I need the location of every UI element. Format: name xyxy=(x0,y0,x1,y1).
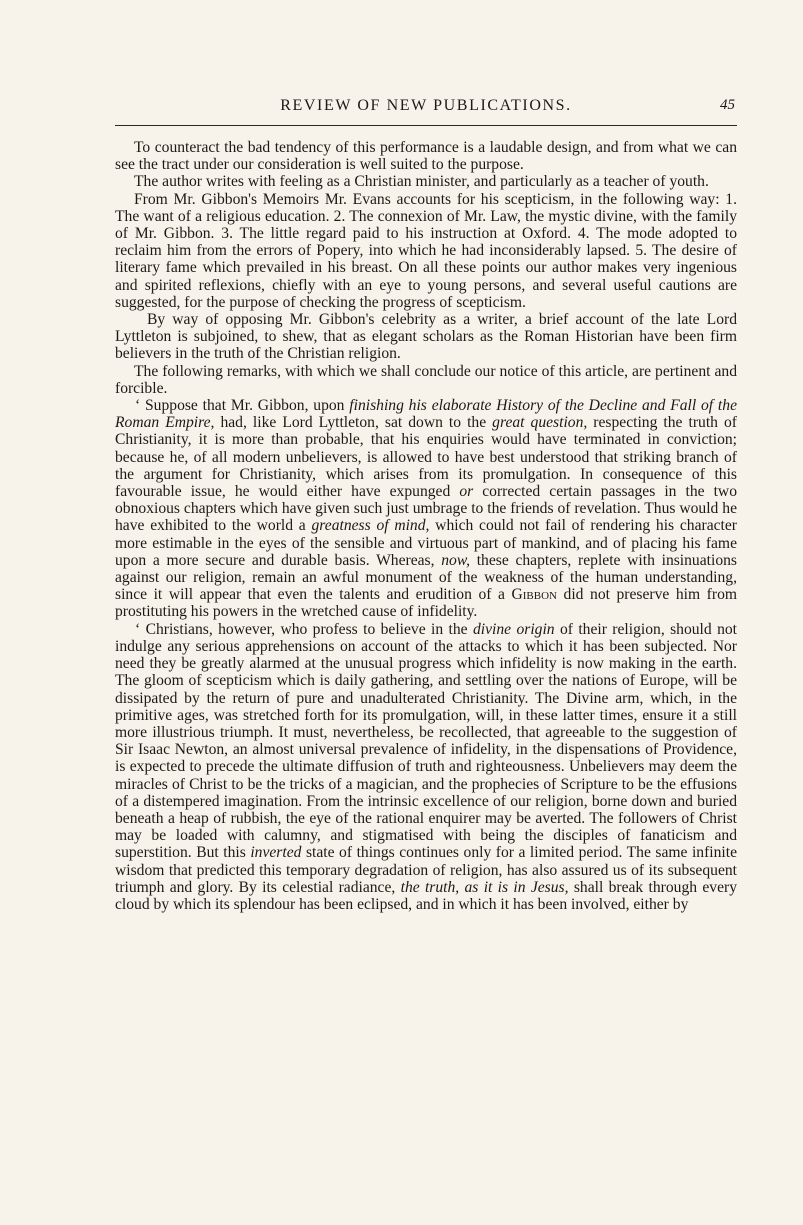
running-head-title: REVIEW OF NEW PUBLICATIONS. xyxy=(280,97,572,114)
paragraph-3: From Mr. Gibbon's Memoirs Mr. Evans accounts for his scepticism, in the following way: 1. The want of a religious education. 2. The connexion of Mr. Law, the mystic divine, with the family of Mr. Gibbon. 3. The little regard paid to his instruction at Oxford. 4. The mode adopted to reclaim him from the errors of Popery, into which he had inconsiderably lapsed. 5. The desire of literary fame which prevailed in his breast. On all these points our author makes very ingenious and spirited reflexions, chiefly with an eye to young persons, and several useful cautions are suggested, for the purpose of checking the progress of scepticism. xyxy=(115,190,737,311)
paragraph-2: The author writes with feeling as a Christian minister, and particularly as a teacher of youth. xyxy=(134,173,709,191)
quote-text: of their religion, should not indulge any serious apprehensions on account of the attacks to which it has been subjected. Nor need they be greatly alarmed at the unusual progress which infidelity is now making in the earth. The gloom of scepticism which is daily gathering, and settling over the nations of Europe, will be dissipated by the return of pure and unadulterated Christianity. The Divine arm, which, in the primitive ages, was stretched forth for its promulgation, will, in these latter times, ensure it a still more illustrious triumph. It must, nevertheless, be recollected, that agreeable to the suggestion of Sir Isaac Newton, an almost universal prevalence of infidelity, in the dispensations of Providence, is expected to precede the ultimate diffusion of truth and righteousness. Unbelievers may deem the miracles of Christ to be the tricks of a magician, and the prophecies of Scripture to be the effusions of a distempered imagination. From the intrinsic excellence of our religion, borne down and buried beneath a heap of rubbish, the eye of the rational enquirer may be averted. The followers of Christ may be loaded with calumny, and stigmatised with being the disciples of fanaticism and superstition. But this xyxy=(115,620,737,862)
emphasis: greatness of mind, xyxy=(311,517,430,535)
paragraph-1: To counteract the bad tendency of this performance is a laudable design, and from what we can see the tract under our consideration is well suited to the purpose. xyxy=(115,139,737,174)
header-rule xyxy=(115,125,737,126)
book-title: finishing his elaborate History of the Decline and Fall of the Roman Empire, xyxy=(115,397,737,432)
emphasis: the truth, as it is in Jesus, xyxy=(400,878,569,896)
quote-text: corrected certain passages in the two obnoxious chapters which have given such just umbrage to the friends of revelation. Thus would he have exhibited to the world a xyxy=(115,483,737,535)
running-head xyxy=(115,97,737,123)
article-body xyxy=(115,139,737,913)
quotation-1 xyxy=(115,397,737,621)
emphasis: inverted xyxy=(250,844,302,862)
page-number: 45 xyxy=(720,97,735,113)
quote-text: respecting the truth of Christianity, it is more than probable, that his enquiries would have terminated in conviction; because he, of all modern unbelievers, is allowed to have best understood that striking branch of the argument for Christianity, which arises from its promulgation. In consequence of this favourable issue, he would either have expunged xyxy=(115,414,737,501)
emphasis: now, xyxy=(441,551,470,569)
quote-text: ‘ Suppose that Mr. Gibbon, upon xyxy=(135,397,350,415)
emphasis: or xyxy=(459,483,474,501)
quote-text: had, like Lord Lyttleton, sat down to the xyxy=(214,414,493,432)
quotation-2 xyxy=(115,621,737,913)
quote-text: state of things continues only for a limited period. The same infinite wisdom that predicted this temporary degradation of religion, has also assured us of its subsequent triumph and glory. By its celestial radiance, xyxy=(115,844,737,896)
quote-text: shall break through every cloud by which its splendour has been eclipsed, and in which it has been involved, either by xyxy=(115,878,737,913)
quote-text: these chapters, replete with insinuations against our religion, remain an awful monument of the weakness of the human understanding, since it will appear that even the talents and erudition of a xyxy=(115,551,737,604)
paragraph-5: The following remarks, with which we shall conclude our notice of this article, are pertinent and forcible. xyxy=(115,362,737,397)
emphasis: divine origin xyxy=(472,620,555,638)
quote-text: ‘ Christians, however, who profess to believe in the xyxy=(135,620,473,638)
quote-text: did not preserve him from prostituting his powers in the wretched cause of infidelity. xyxy=(115,586,737,621)
emphasis: great question, xyxy=(492,414,588,432)
paragraph-4: By way of opposing Mr. Gibbon's celebrity as a writer, a brief account of the late Lord Lyttleton is subjoined, to shew, that as elegant scholars as the Roman Historian have been firm believers in the truth of the Christian religion. xyxy=(115,311,737,363)
gibbon-name: Gibbon xyxy=(511,586,557,604)
quote-text: which could not fail of rendering his character more estimable in the eyes of the sensible and virtuous part of mankind, and of placing his fame upon a more secure and durable basis. Whereas, xyxy=(115,517,737,569)
